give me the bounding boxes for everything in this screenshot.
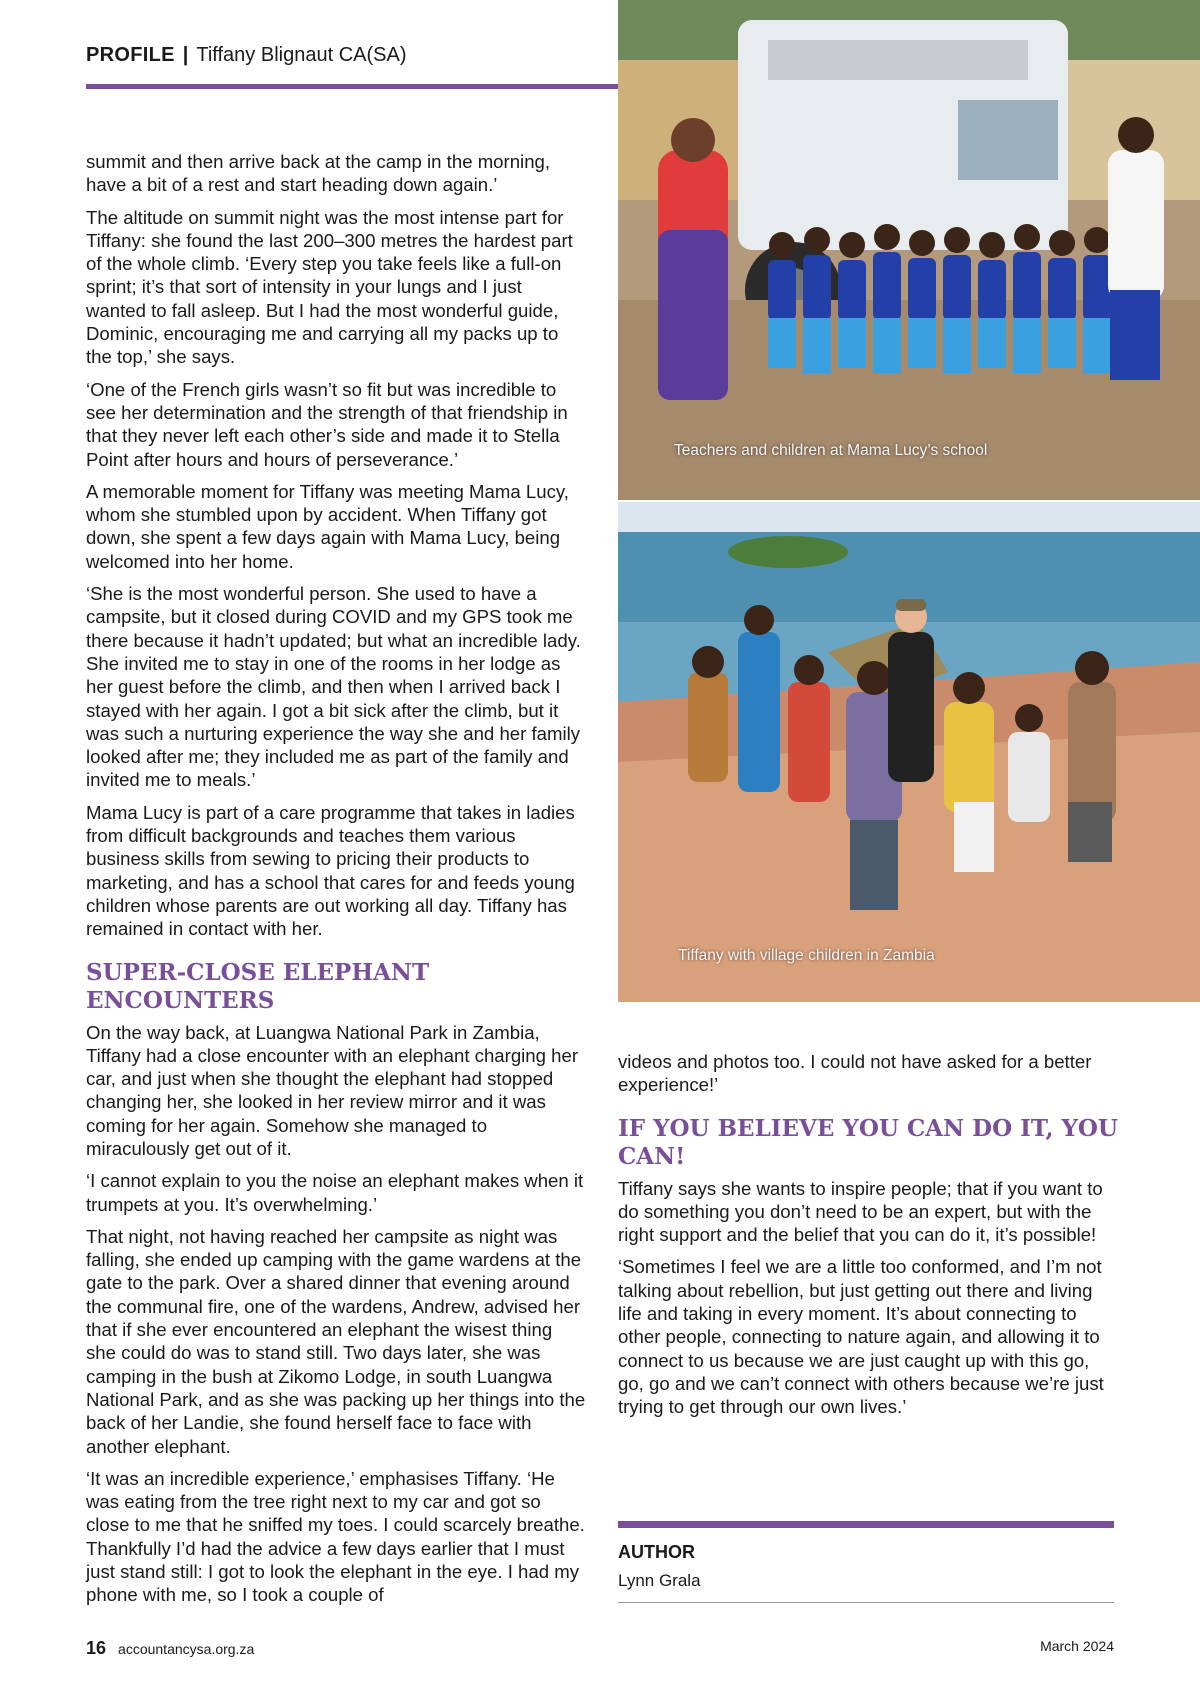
- body-paragraph: A memorable moment for Tiffany was meeting Mama Lucy, whom she stumbled upon by accident. When Tiffany got down, she spent a few days again with Mama Lucy, being welcomed into her home.: [86, 480, 569, 572]
- body-paragraph: On the way back, at Luangwa National Park in Zambia, Tiffany had a close encounter with an elephant charging her car, and just when she thought the elephant had stopped changing her, she looked in her review mirror and it was coming for her again. Somehow she managed to miraculously get out of it.: [86, 1021, 579, 1159]
- photo-caption: Tiffany with village children in Zambia: [678, 947, 935, 964]
- body-paragraph: summit and then arrive back at the camp in the morning, have a bit of a rest and start heading down again.’: [86, 151, 551, 196]
- beach-photo-illustration: [618, 502, 1200, 1002]
- body-paragraph: videos and photos too. I could not have asked for a better experience!’: [618, 1051, 1092, 1096]
- body-paragraph: ‘One of the French girls wasn’t so fit but was incredible to see her determination and the strength of that friendship in that they never left each other’s side and made it to Stella Point after hours and hours of perseverance.’: [86, 378, 568, 470]
- body-paragraph: The altitude on summit night was the most intense part for Tiffany: she found the last 200–300 metres the hardest part of the whole climb. ‘Every step you take feels like a full-on sprint; it’s that sort of intensity in your lungs and I just wanted to fall asleep. But I had the most wonderful guide, Dominic, encouraging me and carrying all my packs up to the top,’ she says.: [86, 206, 573, 368]
- photo-school-children: [618, 0, 1200, 500]
- author-name: Lynn Grala: [618, 1571, 701, 1590]
- left-column: [86, 150, 586, 1616]
- body-paragraph: ‘It was an incredible experience,’ emphasises Tiffany. ‘He was eating from the tree right next to my car and got so close to me that he sniffed my toes. I could scarcely breathe. Thankfully I’d had the advice a few days earlier that I must just stand still: I got to look the elephant in the eye. I had my phone with me, so I took a couple of: [86, 1467, 585, 1606]
- author-divider: [618, 1602, 1114, 1603]
- body-paragraph: That night, not having reached her campsite as night was falling, she ended up camping with the game wardens at the gate to the park. Over a shared dinner that evening around the communal fire, one of the wardens, Andrew, advised her that if she ever encountered an elephant the wisest thing she could do was to stand still. Two days later, she was camping in the bush at Zikomo Lodge, in south Luangwa National Park, and as she was packing up her things into the back of her Landie, she found herself face to face with another elephant.: [86, 1225, 586, 1457]
- school-photo-illustration: [618, 0, 1200, 500]
- body-paragraph: Tiffany says she wants to inspire people; that if you want to do something you don’t need to be an expert, but with the right support and the belief that you can do it, it’s possible!: [618, 1177, 1103, 1246]
- page-number: 16: [86, 1638, 107, 1658]
- header-subtitle: Tiffany Blignaut CA(SA): [196, 44, 407, 66]
- footer-left: [86, 1638, 254, 1659]
- author-label: AUTHOR: [618, 1542, 695, 1562]
- body-paragraph: ‘I cannot explain to you the noise an elephant makes when it trumpets at you. It’s overwhelming.’: [86, 1170, 584, 1215]
- footer-date: March 2024: [1040, 1638, 1114, 1654]
- body-paragraph: ‘Sometimes I feel we are a little too conformed, and I’m not talking about rebellion, but just getting out there and living life and taking in every moment. It’s about connecting to other people, connecting to nature again, and allowing it to connect to us because we are just caught up with this go, go, go and we can’t connect with others because we’re just trying to get through our own lives.’: [618, 1256, 1104, 1418]
- running-header: [86, 44, 406, 67]
- right-column: [618, 1050, 1118, 1428]
- photo-caption: Teachers and children at Mama Lucy’s school: [674, 442, 988, 459]
- author-rule: [618, 1521, 1114, 1528]
- section-heading-believe: IF YOU BELIEVE YOU CAN DO IT, YOU CAN!: [618, 1114, 1118, 1170]
- header-separator: |: [182, 44, 189, 66]
- footer-website: accountancysa.org.za: [118, 1641, 255, 1657]
- photo-village-children: [618, 502, 1200, 1002]
- body-paragraph: ‘She is the most wonderful person. She used to have a campsite, but it closed during COVID and my GPS took me there because it hadn’t updated; but what an incredible lady. She invited me to stay in one of the rooms in her lodge as her guest before the climb, and then when I arrived back I stayed with her again. I got a bit sick after the climb, but it was such a nurturing experience the way she and her family looked after me; they included me as part of the family and invited me to meals.’: [86, 583, 581, 791]
- section-heading-elephant: SUPER-CLOSE ELEPHANT ENCOUNTERS: [86, 958, 430, 1014]
- body-paragraph: Mama Lucy is part of a care programme that takes in ladies from difficult backgrounds and teaches them various business skills from sewing to pricing their products to marketing, and has a school that cares for and feeds young children whose parents are out working all day. Tiffany has remained in contact with her.: [86, 801, 575, 940]
- section-kicker: PROFILE: [86, 44, 175, 66]
